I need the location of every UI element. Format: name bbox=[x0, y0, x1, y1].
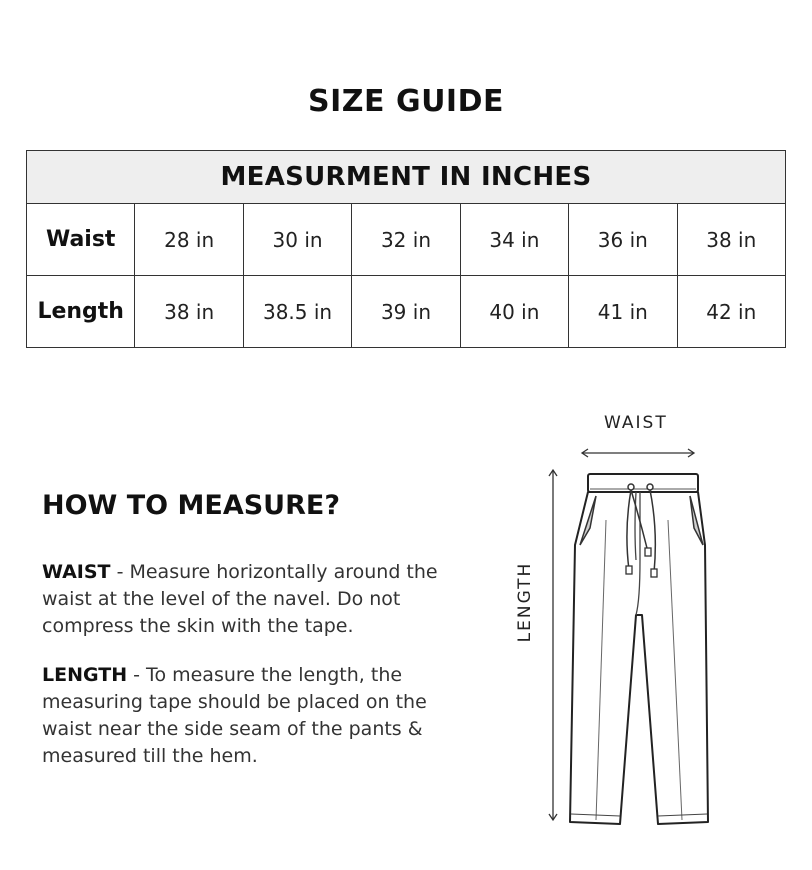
length-dimension-label: LENGTH bbox=[515, 561, 535, 643]
length-arrow bbox=[549, 470, 557, 820]
row-label: Length bbox=[27, 276, 135, 348]
table-cell: 39 in bbox=[352, 276, 460, 348]
table-row-length bbox=[27, 276, 786, 348]
table-cell: 38 in bbox=[677, 204, 785, 276]
page-title: SIZE GUIDE bbox=[307, 84, 504, 119]
table-caption: MEASURMENT IN INCHES bbox=[27, 151, 786, 204]
waist-instruction bbox=[42, 559, 452, 640]
pants-diagram bbox=[510, 400, 800, 870]
table-cell: 42 in bbox=[677, 276, 785, 348]
table-cell: 38 in bbox=[135, 276, 243, 348]
waist-term: WAIST bbox=[42, 561, 111, 583]
waist-arrow bbox=[582, 449, 694, 457]
waist-text: - Measure horizontally around the waist at the level of the navel. Do not compress the skin with the tape. bbox=[42, 561, 438, 637]
how-to-measure-heading: HOW TO MEASURE? bbox=[42, 490, 340, 521]
table-cell: 36 in bbox=[569, 204, 677, 276]
table-cell: 38.5 in bbox=[243, 276, 351, 348]
row-label: Waist bbox=[27, 204, 135, 276]
table-cell: 34 in bbox=[460, 204, 568, 276]
table-row-waist bbox=[27, 204, 786, 276]
table-cell: 32 in bbox=[352, 204, 460, 276]
length-instruction bbox=[42, 662, 452, 770]
length-term: LENGTH bbox=[42, 664, 128, 686]
waist-dimension-label: WAIST bbox=[604, 413, 668, 433]
table-cell: 28 in bbox=[135, 204, 243, 276]
length-text: - To measure the length, the measuring tape should be placed on the waist near the side seam of the pants & measured till the hem. bbox=[42, 664, 427, 767]
table-cell: 30 in bbox=[243, 204, 351, 276]
table-cell: 41 in bbox=[569, 276, 677, 348]
table-cell: 40 in bbox=[460, 276, 568, 348]
size-table bbox=[26, 150, 786, 348]
